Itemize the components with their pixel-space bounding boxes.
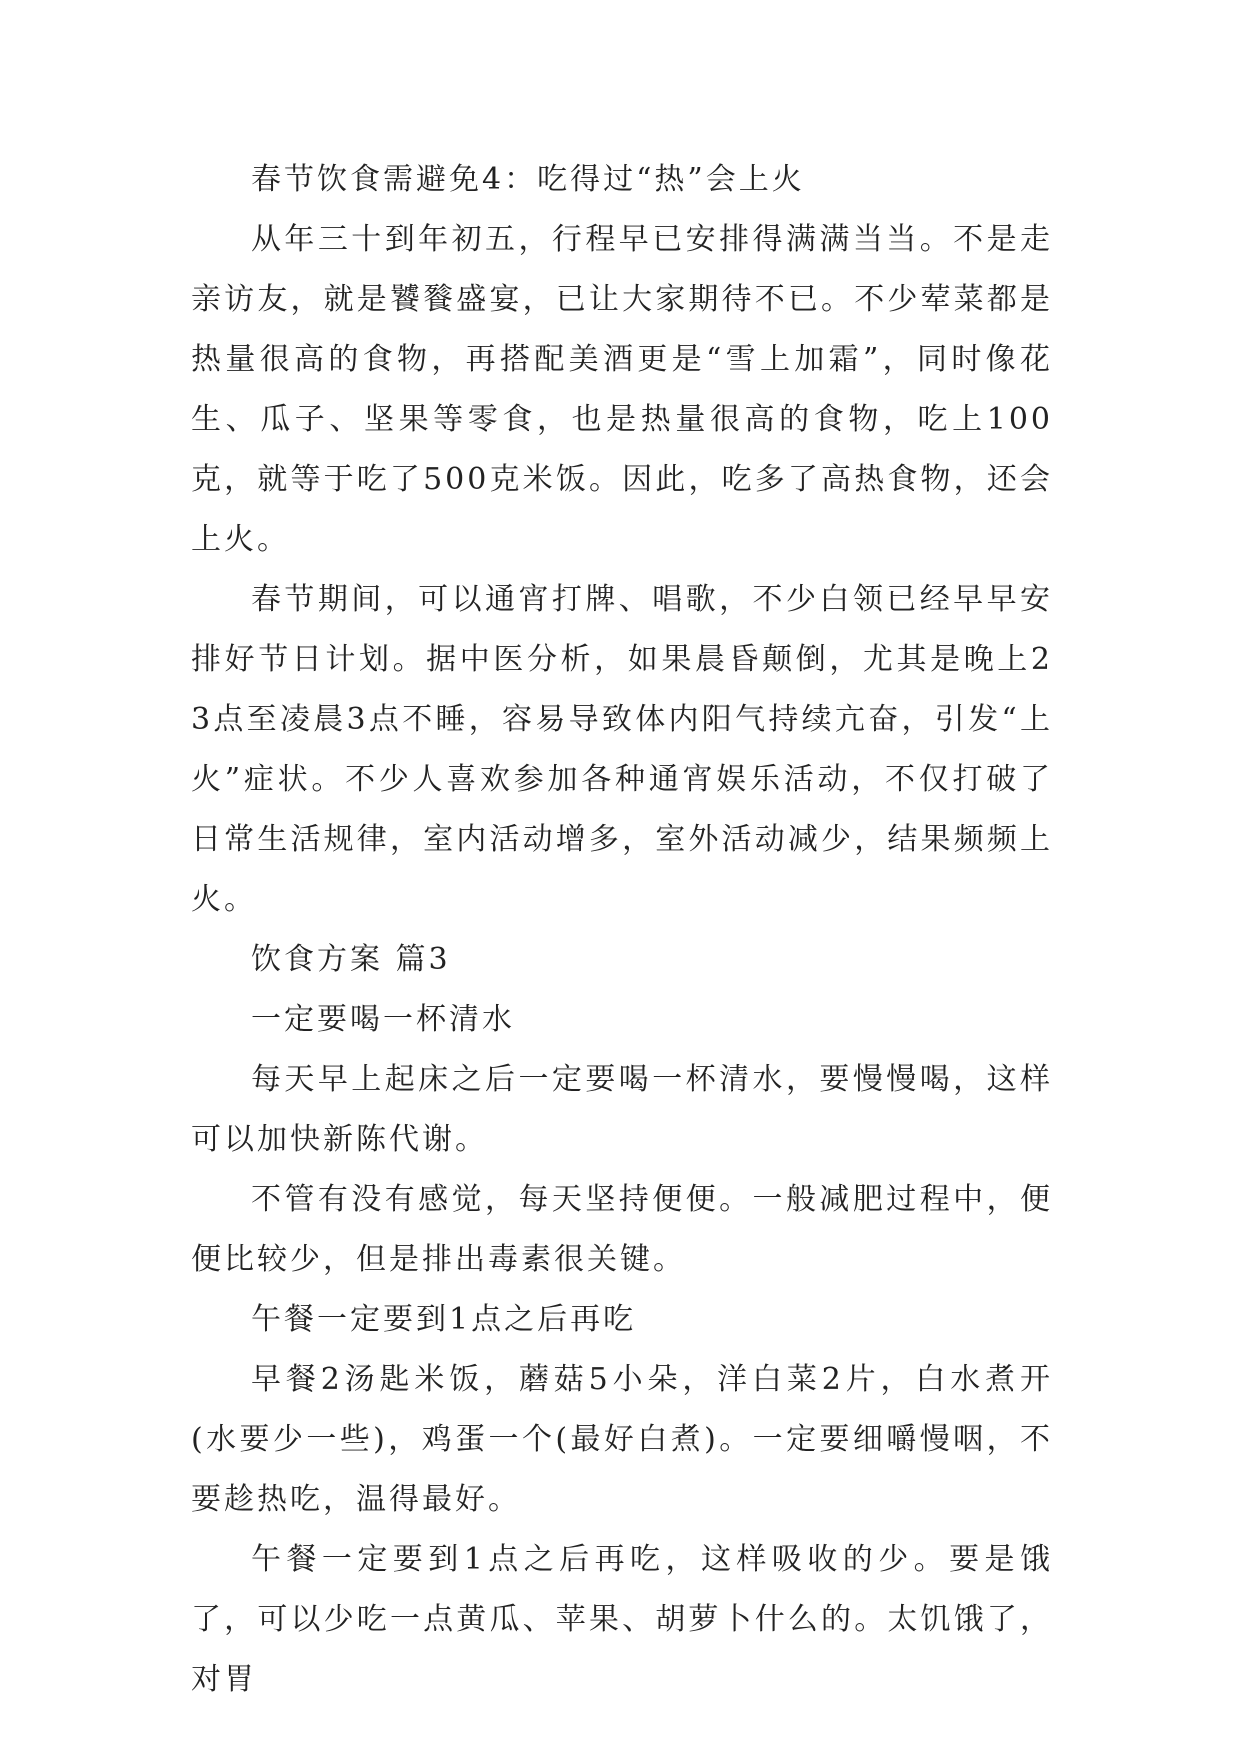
- document-body: [191, 150, 1053, 1710]
- paragraph: 从年三十到年初五，行程早已安排得满满当当。不是走亲访友，就是饕餮盛宴，已让大家期待不已。不少荤菜都是热量很高的食物，再搭配美酒更是“雪上加霜”，同时像花生、瓜子、坚果等零食，也是热量很高的食物，吃上100克，就等于吃了500克米饭。因此，吃多了高热食物，还会上火。: [191, 222, 1053, 557]
- paragraph: 春节期间，可以通宵打牌、唱歌，不少白领已经早早安排好节日计划。据中医分析，如果晨昏颠倒，尤其是晚上23点至凌晨3点不睡，容易导致体内阳气持续亢奋，引发“上火”症状。不少人喜欢参加各种通宵娱乐活动，不仅打破了日常生活规律，室内活动增多，室外活动减少，结果频频上火。: [191, 582, 1053, 917]
- article-heading: 饮食方案 篇3: [251, 942, 451, 977]
- paragraph: 午餐一定要到1点之后再吃，这样吸收的少。要是饿了，可以少吃一点黄瓜、苹果、胡萝卜什么的。太饥饿了，对胃: [191, 1542, 1053, 1697]
- section-heading: 午餐一定要到1点之后再吃: [251, 1302, 637, 1337]
- paragraph: 每天早上起床之后一定要喝一杯清水，要慢慢喝，这样可以加快新陈代谢。: [191, 1062, 1053, 1157]
- paragraph: 早餐2汤匙米饭，蘑菇5小朵，洋白菜2片，白水煮开(水要少一些)，鸡蛋一个(最好白煮)。一定要细嚼慢咽，不要趁热吃，温得最好。: [191, 1362, 1053, 1517]
- section-heading: 一定要喝一杯清水: [251, 1002, 515, 1037]
- paragraph: 不管有没有感觉，每天坚持便便。一般减肥过程中，便便比较少，但是排出毒素很关键。: [191, 1182, 1053, 1277]
- section-heading: 春节饮食需避免4：吃得过“热”会上火: [251, 162, 805, 197]
